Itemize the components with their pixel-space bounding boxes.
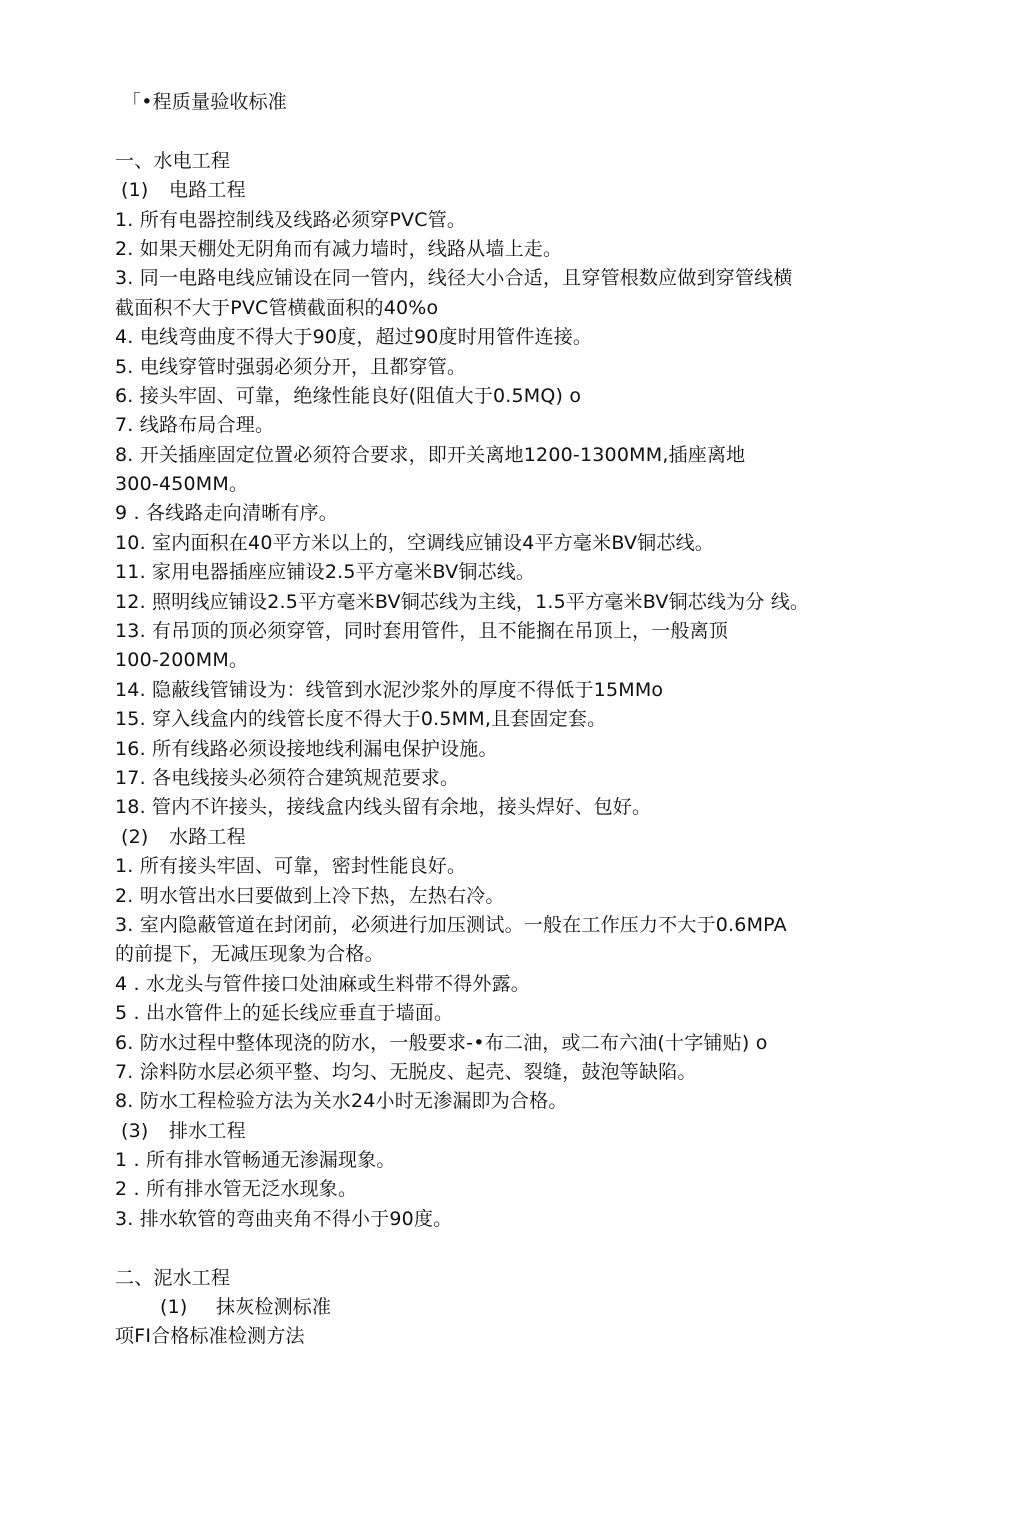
list-item: 100-200MM。 bbox=[115, 649, 249, 672]
list-item: 1. 所有接头牢固、可靠，密封性能良好。 bbox=[115, 855, 467, 878]
subsection-label: 抹灰检测标准 bbox=[216, 1296, 332, 1319]
section-heading-2: 二、泥水工程 bbox=[115, 1266, 231, 1289]
list-item: 12. 照明线应铺设2.5平方毫米BV铜芯线为主线，1.5平方毫米BV铜芯线为分 线。 bbox=[115, 590, 810, 613]
subsection-electric bbox=[115, 176, 915, 205]
list-item: 10. 室内面积在40平方米以上的，空调线应铺设4平方毫米BV铜芯线。 bbox=[115, 531, 714, 554]
list-item: 7. 涂料防水层必须平整、均匀、无脱皮、起壳、裂缝，鼓泡等缺陷。 bbox=[115, 1060, 697, 1083]
subsection-number: (3) bbox=[121, 1119, 149, 1142]
list-item: 5 . 出水管件上的延长线应垂直于墙面。 bbox=[115, 1002, 454, 1025]
subsection-drain bbox=[115, 1117, 915, 1146]
water-list bbox=[115, 852, 915, 1117]
spacer bbox=[115, 117, 915, 146]
drain-list bbox=[115, 1146, 915, 1234]
table-header: 项FI合格标准检测方法 bbox=[115, 1325, 305, 1348]
document-title: 「•程质量验收标准 bbox=[122, 91, 288, 113]
list-item: 1 . 所有排水管畅通无渗漏现象。 bbox=[115, 1149, 396, 1172]
subsection-water bbox=[115, 823, 915, 852]
list-item: 16. 所有线路必须设接地线利漏电保护设施。 bbox=[115, 737, 498, 760]
list-item: 的前提下，无减压现象为合格。 bbox=[115, 943, 384, 966]
subsection-plaster bbox=[115, 1293, 915, 1322]
list-item: 13. 有吊顶的顶必须穿管，同时套用管件，且不能搁在吊顶上，一般离顶 bbox=[115, 620, 729, 643]
list-item: 2 . 所有排水管无泛水现象。 bbox=[115, 1178, 358, 1201]
list-item: 8. 开关插座固定位置必须符合要求，即开关离地1200-1300MM,插座离地 bbox=[115, 443, 746, 466]
document-body bbox=[115, 88, 915, 1352]
list-item: 6. 防水过程中整体现浇的防水，一般要求-•布二油，或二布六油(十字铺贴) o bbox=[115, 1031, 768, 1054]
electric-list bbox=[115, 206, 915, 823]
list-item: 5. 电线穿管时强弱必须分开，且都穿管。 bbox=[115, 355, 467, 378]
subsection-number: (1) bbox=[160, 1296, 188, 1319]
list-item: 3. 排水软管的弯曲夹角不得小于90度。 bbox=[115, 1207, 453, 1230]
subsection-number: (1) bbox=[121, 179, 149, 202]
list-item: 2. 如果天棚处无阴角而有减力墙时，线路从墙上走。 bbox=[115, 237, 563, 260]
list-item: 1. 所有电器控制线及线路必须穿PVC管。 bbox=[115, 208, 467, 231]
list-item: 3. 同一电路电线应铺设在同一管内，线径大小合适，且穿管根数应做到穿管线横 bbox=[115, 267, 793, 290]
list-item: 3. 室内隐蔽管道在封闭前，必须进行加压测试。一般在工作压力不大于0.6MPA bbox=[115, 913, 787, 936]
list-item: 4 . 水龙头与管件接口处油麻或生料带不得外露。 bbox=[115, 972, 531, 995]
spacer bbox=[115, 1234, 915, 1263]
list-item: 9 . 各线路走向清晰有序。 bbox=[115, 502, 339, 525]
list-item: 7. 线路布局合理。 bbox=[115, 414, 275, 437]
list-item: 截面积不大于PVC管横截面积的40%o bbox=[115, 296, 439, 319]
subsection-label: 水路工程 bbox=[169, 825, 246, 848]
list-item: 300-450MM。 bbox=[115, 473, 249, 496]
list-item: 6. 接头牢固、可靠，绝缘性能良好(阻值大于0.5MQ) o bbox=[115, 384, 582, 407]
list-item: 4. 电线弯曲度不得大于90度，超过90度时用管件连接。 bbox=[115, 326, 593, 349]
list-item: 15. 穿入线盒内的线管长度不得大于0.5MM,且套固定套。 bbox=[115, 708, 607, 731]
list-item: 18. 管内不许接头，接线盒内线头留有余地，接头焊好、包好。 bbox=[115, 796, 652, 819]
list-item: 14. 隐蔽线管铺设为：线管到水泥沙浆外的厚度不得低于15MMo bbox=[115, 678, 664, 701]
list-item: 11. 家用电器插座应铺设2.5平方毫米BV铜芯线。 bbox=[115, 561, 536, 584]
section-heading-1: 一、水电工程 bbox=[115, 149, 231, 172]
subsection-label: 排水工程 bbox=[169, 1119, 246, 1142]
list-item: 17. 各电线接头必须符合建筑规范要求。 bbox=[115, 766, 460, 789]
list-item: 2. 明水管出水曰要做到上冷下热，左热右冷。 bbox=[115, 884, 505, 907]
subsection-number: (2) bbox=[121, 825, 149, 848]
list-item: 8. 防水工程检验方法为关水24小时无渗漏即为合格。 bbox=[115, 1090, 568, 1113]
subsection-label: 电路工程 bbox=[169, 179, 246, 202]
